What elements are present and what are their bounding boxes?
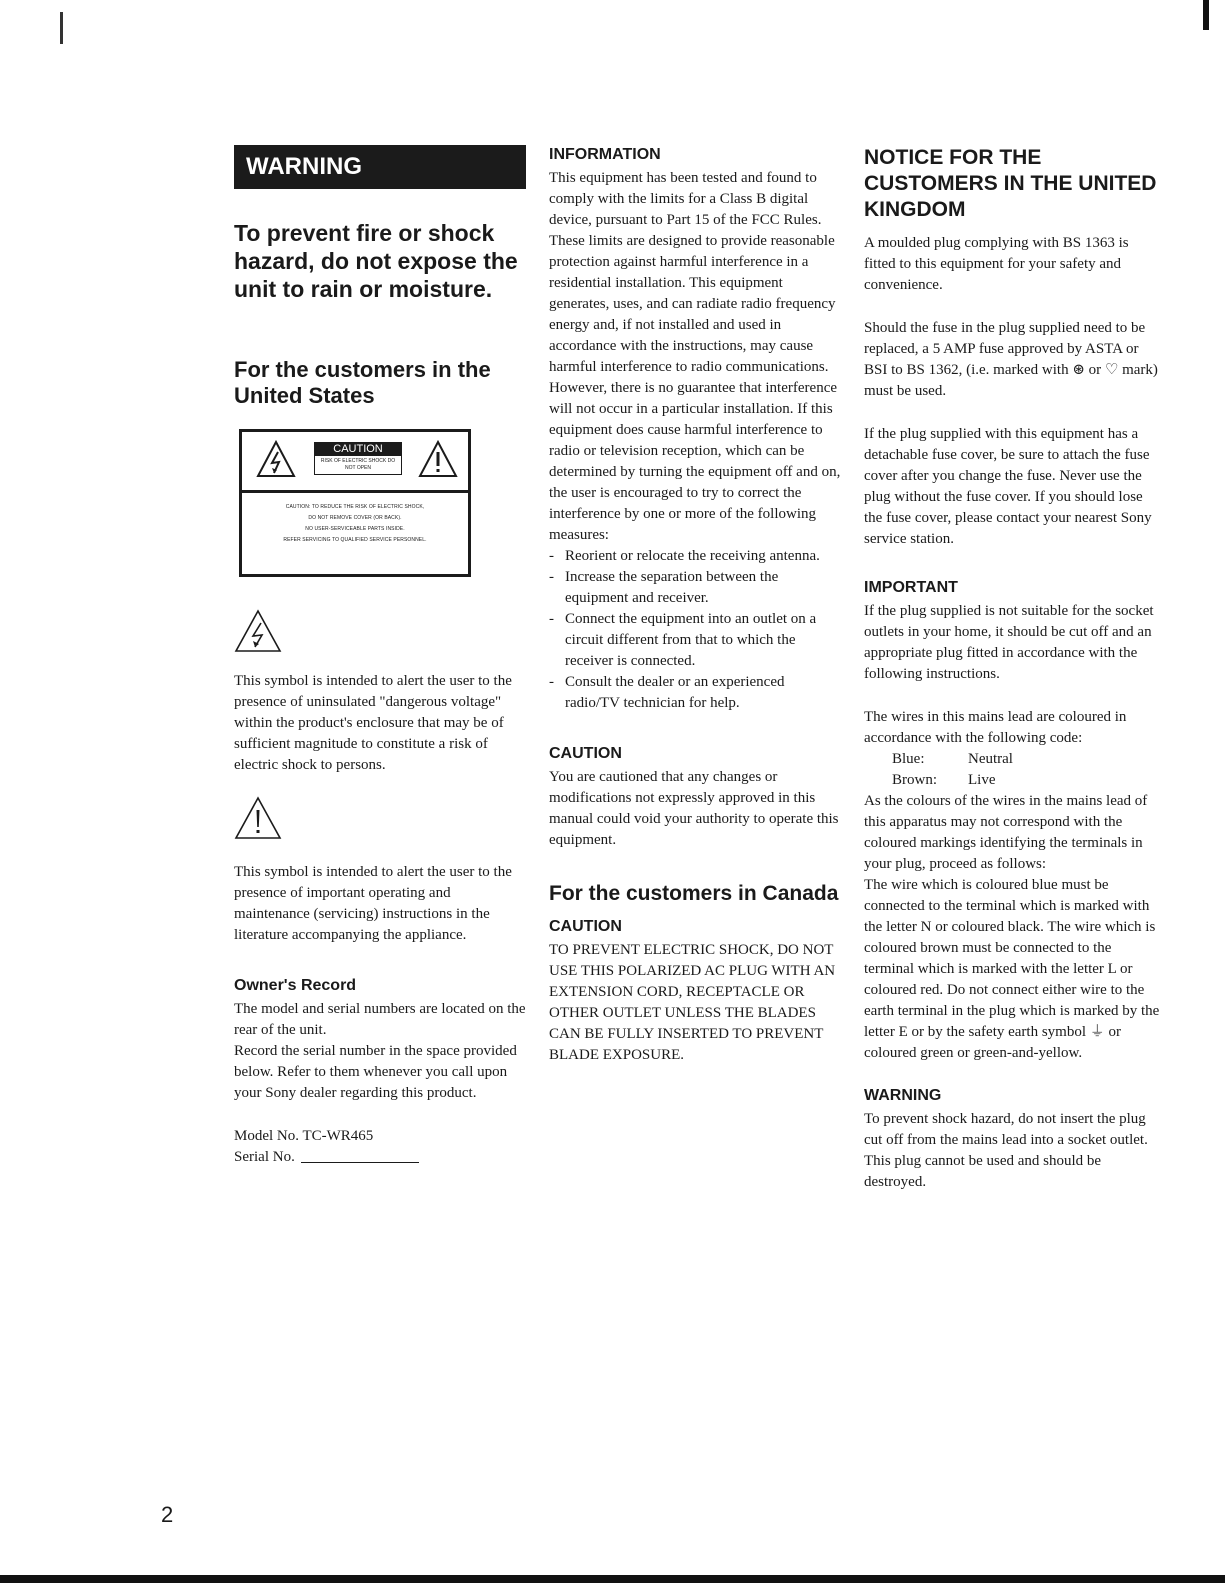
owners-record-text-2: Record the serial number in the space provided below. Refer to them whenever you call upon your Sony dealer regarding this product. (234, 1043, 517, 1101)
page-number: 2 (161, 1502, 174, 1527)
uk-warning-heading: WARNING (864, 1087, 942, 1104)
wires-text-1: As the colours of the wires in the mains lead of this apparatus may not correspond with the coloured markings identifying the terminals in your plug, proceed as follows: (864, 793, 1148, 872)
caution-label-line: CAUTION: TO REDUCE THE RISK OF ELECTRIC SHOCK, (285, 504, 425, 510)
exclamation-warning-icon (418, 440, 458, 478)
symbol2-description: This symbol is intended to alert the user to the presence of important operating and maintenance (servicing) instructions in the literature accompanying the appliance. (234, 864, 512, 943)
wire-code-row (864, 770, 1160, 791)
caution-label-lines (248, 502, 462, 546)
caution-text: You are cautioned that any changes or modifications not expressly approved in this manual could void your authority to operate this equipment. (549, 769, 839, 848)
information-text-1: This equipment has been tested and found to comply with the limits for a Class B digital device, pursuant to Part 15 of the FCC Rules. (549, 170, 822, 228)
list-item: - Reorient or relocate the receiving antenna. (549, 546, 841, 567)
information-text-2: These limits are designed to provide reasonable protection against harmful interference in a residential installation. This equipment generates, uses, and can radiate radio frequency energy and, if not installed and used in accordance with the instructions, may cause harmful interference to radio communications. However, there is no guarantee that interference will not occur in a particular installation. If this equipment does cause harmful interference to radio or television reception, which can be determined by turning the equipment off and on, the user is encouraged to try to correct the interference by one or more of the following measures: (549, 233, 841, 543)
owners-record-heading: Owner's Record (234, 977, 357, 994)
model-number: Model No. TC-WR465 (234, 1128, 374, 1144)
wire-code-row (864, 749, 1160, 770)
wires-intro-text: The wires in this mains lead are coloured in accordance with the following code: (864, 709, 1127, 746)
owners-record-text-1: The model and serial numbers are located on the rear of the unit. (234, 1001, 526, 1038)
caution-label-line: NO USER-SERVICEABLE PARTS INSIDE. (305, 526, 405, 532)
symbol1-description: This symbol is intended to alert the user to the presence of uninsulated "dangerous voltage" within the product's enclosure that may be of sufficient magnitude to constitute a risk of electric shock to persons. (234, 673, 512, 773)
information-heading: INFORMATION (549, 146, 661, 163)
serial-number-blank-line (301, 1162, 419, 1163)
uk-warning-text: To prevent shock hazard, do not insert the plug cut off from the mains lead into a socket outlet. This plug cannot be used and should be destroyed. (864, 1111, 1148, 1190)
middle-column (549, 145, 841, 1066)
uk-notice-text-2: Should the fuse in the plug supplied need to be replaced, a 5 AMP fuse approved by ASTA or BSI to BS 1362, (i.e. marked with ⊛ or ♡ mark) must be used. (864, 320, 1158, 399)
right-column (864, 145, 1160, 1193)
main-warning-text: To prevent fire or shock hazard, do not expose the unit to rain or moisture. (234, 220, 518, 302)
left-column (234, 145, 526, 1168)
scan-bottom-edge (0, 1575, 1225, 1583)
caution-label-small-text: RISK OF ELECTRIC SHOCK DO NOT OPEN (314, 456, 402, 475)
canada-customers-heading: For the customers in Canada (549, 882, 839, 905)
wire-code-key: Brown: (892, 772, 937, 788)
caution-label-line: DO NOT REMOVE COVER (OR BACK). (308, 515, 402, 521)
important-text: If the plug supplied is not suitable for the socket outlets in your home, it should be cut off and an appropriate plug fitted in accordance with the following instructions. (864, 603, 1154, 682)
list-item: - Connect the equipment into an outlet on a circuit different from that to which the receiver is connected. (549, 609, 841, 672)
serial-number-label: Serial No. (234, 1149, 295, 1165)
serial-number-row (234, 1147, 526, 1168)
lightning-warning-icon (256, 440, 296, 478)
canada-caution-heading: CAUTION (549, 918, 622, 935)
wires-text-2: The wire which is coloured blue must be connected to the terminal which is marked with the letter N or coloured black. The wire which is coloured brown must be connected to the terminal which is marked with the letter L or coloured red. Do not connect either wire to the earth terminal in the plug which is marked by the letter E or by the safety earth symbol ⏚ or coloured green or green-and-yellow. (864, 877, 1160, 1061)
wire-code-key: Blue: (892, 751, 925, 767)
scan-edge-mark (1203, 0, 1209, 30)
uk-notice-heading: NOTICE FOR THE CUSTOMERS IN THE UNITED KINGDOM (864, 146, 1157, 221)
wire-code-value: Neutral (968, 751, 1013, 767)
list-item: - Consult the dealer or an experienced radio/TV technician for help. (549, 672, 841, 714)
uk-notice-text-3: If the plug supplied with this equipment has a detachable fuse cover, be sure to attach the fuse cover after you change the fuse. Never use the plug without the fuse cover. If you should lose the fuse cover, please contact your nearest Sony service station. (864, 426, 1152, 547)
us-customers-heading: For the customers in the United States (234, 357, 491, 408)
canada-caution-text: TO PREVENT ELECTRIC SHOCK, DO NOT USE THIS POLARIZED AC PLUG WITH AN EXTENSION CORD, RECEPTACLE OR OTHER OUTLET UNLESS THE BLADES CAN BE FULLY INSERTED TO PREVENT BLADE EXPOSURE. (549, 942, 836, 1063)
list-item: - Increase the separation between the equipment and receiver. (549, 567, 841, 609)
caution-label-title: CAUTION (314, 442, 402, 456)
uk-notice-text-1: A moulded plug complying with BS 1363 is fitted to this equipment for your safety and convenience. (864, 235, 1129, 293)
wire-code-value: Live (968, 772, 996, 788)
caution-heading: CAUTION (549, 745, 622, 762)
warning-banner: WARNING (234, 145, 526, 189)
important-heading: IMPORTANT (864, 579, 958, 596)
exclamation-symbol-icon (234, 796, 282, 840)
interference-measures-list (549, 546, 841, 714)
caution-label-line: REFER SERVICING TO QUALIFIED SERVICE PERSONNEL. (283, 537, 427, 543)
lightning-symbol-icon (234, 609, 282, 653)
scan-margin-mark (60, 12, 63, 44)
caution-label-graphic (239, 429, 471, 577)
